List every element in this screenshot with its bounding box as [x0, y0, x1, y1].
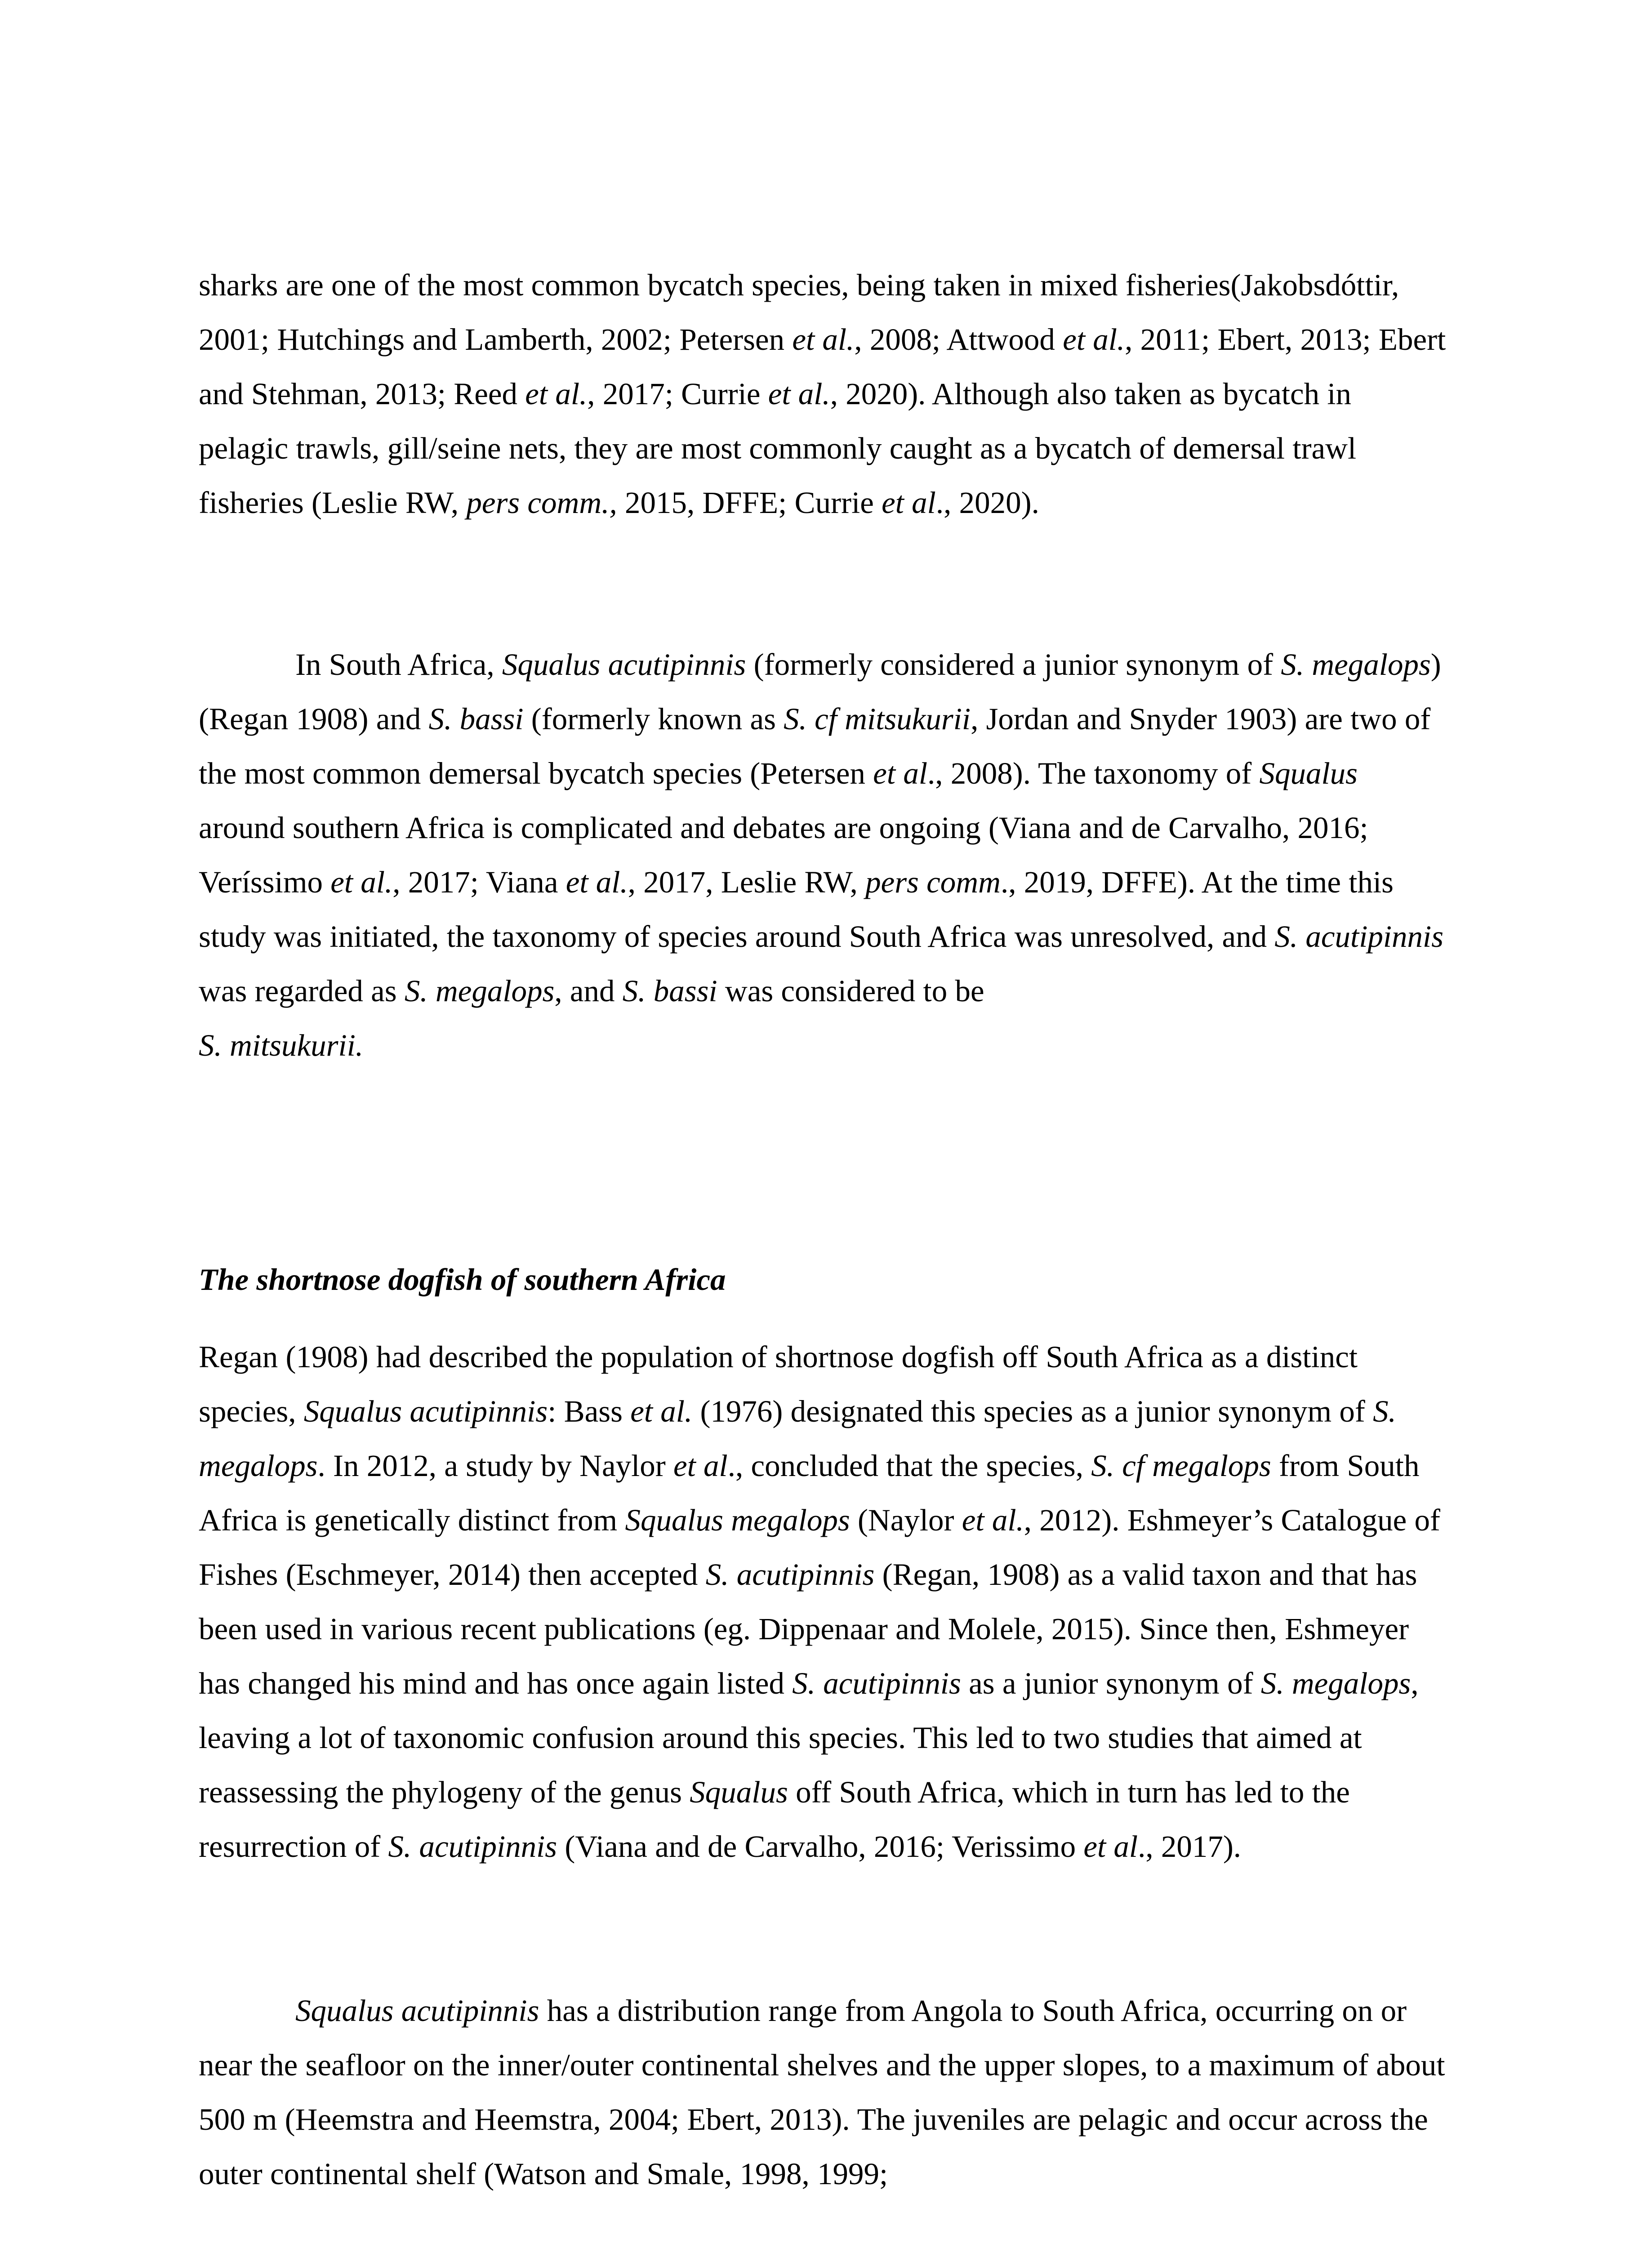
paragraph-bycatch: sharks are one of the most common bycatch species, being taken in mixed fisheries(Jakobsdóttir, 2001; Hutchings and Lamberth, 2002; Petersen et al., 2008; Attwood et al., 2011; Ebert, 2013; Ebert and Stehman, 2013; Reed et al., 2017; Currie et al., 2020). Although also taken as bycatch in pelagic trawls, gill/seine nets, they are most commonly caught as a bycatch of demersal trawl fisheries (Leslie RW, pers comm., 2015, DFFE; Currie et al., 2020). — [199, 268, 1446, 520]
section-heading: The shortnose dogfish of southern Africa — [199, 1262, 726, 1297]
paragraph-shortnose-taxonomy: Regan (1908) had described the population of shortnose dogfish off South Africa as a distinct species, Squalus acutipinnis: Bass et al. (1976) designated this species as a junior synonym of S. megalops. In 2012, a study by Naylor et al., concluded that the species, S. cf megalops from South Africa is genetically distinct from Squalus megalops (Naylor et al., 2012). Eshmeyer’s Catalogue of Fishes (Eschmeyer, 2014) then accepted S. acutipinnis (Regan, 1908) as a valid taxon and that has been used in various recent publications (eg. Dippenaar and Molele, 2015). Since then, Eshmeyer has changed his mind and has once again listed S. acutipinnis as a junior synonym of S. megalops, leaving a lot of taxonomic confusion around this species. This led to two studies that aimed at reassessing the phylogeny of the genus Squalus off South Africa, which in turn has led to the resurrection of S. acutipinnis (Viana and de Carvalho, 2016; Verissimo et al., 2017). — [199, 1340, 1440, 1864]
paragraph-south-africa-squalus: In South Africa, Squalus acutipinnis (formerly considered a junior synonym of S. megalops) (Regan 1908) and S. bassi (formerly known as S. cf mitsukurii, Jordan and Snyder 1903) are two of the most common demersal bycatch species (Petersen et al., 2008). The taxonomy of Squalus around southern Africa is complicated and debates are ongoing (Viana and de Carvalho, 2016; Veríssimo et al., 2017; Viana et al., 2017, Leslie RW, pers comm., 2019, DFFE). At the time this study was initiated, the taxonomy of species around South Africa was unresolved, and S. acutipinnis was regarded as S. megalops, and S. bassi was considered to be S. mitsukurii. — [199, 647, 1444, 1062]
paragraph-distribution: Squalus acutipinnis has a distribution range from Angola to South Africa, occurring on or near the seafloor on the inner/outer continental shelves and the upper slopes, to a maximum of about 500 m (Heemstra and Heemstra, 2004; Ebert, 2013). The juveniles are pelagic and occur across the outer continental shelf (Watson and Smale, 1998, 1999; — [199, 1994, 1445, 2191]
